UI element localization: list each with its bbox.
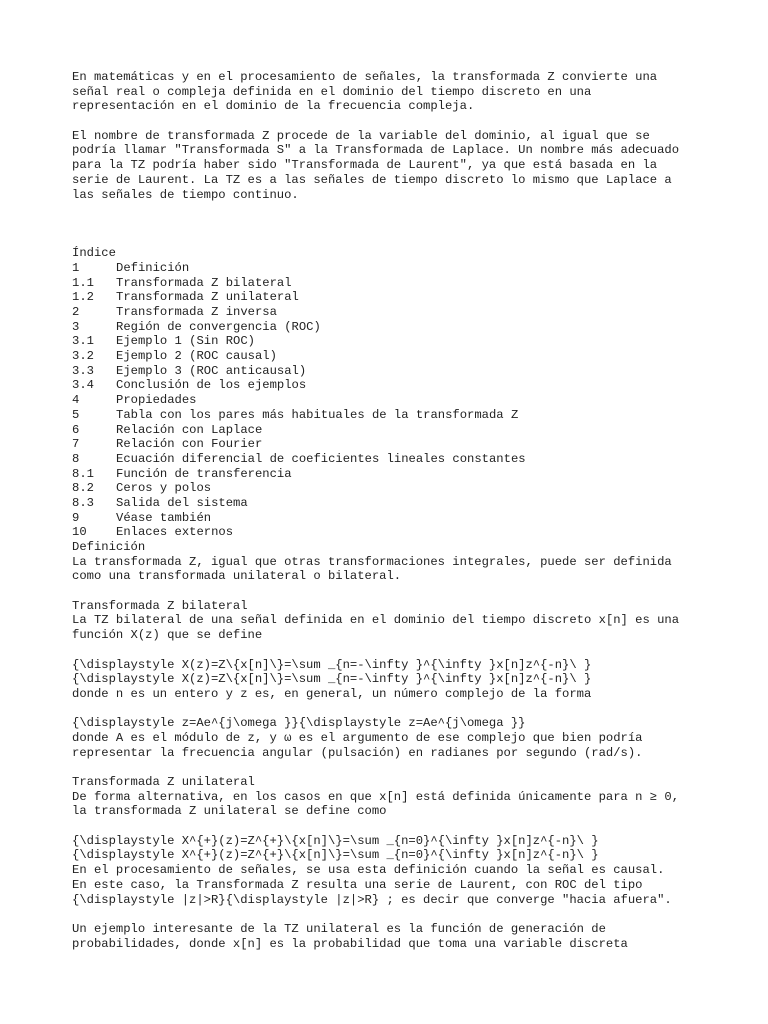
text-line: En este caso, la Transformada Z resulta una serie de Laurent, con ROC del tipo — [72, 877, 643, 892]
formula-line: {\displaystyle |z|>R}{\displaystyle |z|>R} ; es decir que converge "hacia afuera". — [72, 892, 672, 907]
toc-item-title: Salida del sistema — [116, 495, 248, 510]
toc-item-number: 3.4 — [72, 378, 94, 393]
text-line: la transformada Z unilateral se define como — [72, 804, 387, 819]
text-line: señal real o compleja definida en el dominio del tiempo discreto en una — [72, 84, 592, 99]
toc-item-number: 3.2 — [72, 349, 94, 364]
toc-item-title: Enlaces externos — [116, 525, 234, 540]
text-line: representación en el dominio de la frecuencia compleja. — [72, 99, 475, 114]
toc-item[interactable] — [72, 467, 732, 482]
toc-item-number: 8 — [72, 451, 80, 466]
toc-item-number: 3 — [72, 319, 80, 334]
toc-item-title: Ejemplo 3 (ROC anticausal) — [116, 363, 307, 378]
text-line: donde A es el módulo de z, y ω es el argumento de ese complejo que bien podría — [72, 730, 643, 745]
toc-item-title: Función de transferencia — [116, 466, 292, 481]
toc-item-title: Transformada Z unilateral — [116, 290, 299, 305]
toc-item-title: Relación con Fourier — [116, 437, 263, 452]
toc-item-number: 8.1 — [72, 466, 94, 481]
formula-line: {\displaystyle z=Ae^{j\omega }}{\displaystyle z=Ae^{j\omega }} — [72, 716, 526, 731]
text-line: las señales de tiempo continuo. — [72, 187, 299, 202]
toc-item[interactable] — [72, 437, 732, 452]
text-line: función X(z) que se define — [72, 628, 263, 643]
toc-item-number: 9 — [72, 510, 80, 525]
toc-item-number: 2 — [72, 305, 80, 320]
toc-item-number: 3.1 — [72, 334, 94, 349]
toc-item[interactable] — [72, 349, 732, 364]
text-line: El nombre de transformada Z procede de la variable del dominio, al igual que se — [72, 128, 650, 143]
toc-list — [72, 261, 732, 540]
toc-item-title: Transformada Z bilateral — [116, 275, 292, 290]
text-line: De forma alternativa, en los casos en que x[n] está definida únicamente para n ≥ 0, — [72, 789, 680, 804]
text-line: En matemáticas y en el procesamiento de señales, la transformada Z convierte una — [72, 70, 658, 84]
toc-item-number: 7 — [72, 437, 80, 452]
toc-item-number: 5 — [72, 407, 80, 422]
toc-item-number: 4 — [72, 393, 80, 408]
toc-item[interactable] — [72, 305, 732, 320]
text-line: como una transformada unilateral o bilateral. — [72, 569, 402, 584]
section-definicion — [72, 540, 732, 584]
document-page — [72, 70, 732, 951]
toc-item-number: 6 — [72, 422, 80, 437]
toc-item-title: Conclusión de los ejemplos — [116, 378, 307, 393]
text-line: donde n es un entero y z es, en general, un número complejo de la forma — [72, 686, 592, 701]
toc-item-title: Transformada Z inversa — [116, 305, 277, 320]
toc-item[interactable] — [72, 276, 732, 291]
text-line: para la TZ podría haber sido "Transformada de Laurent", ya que está basada en la — [72, 158, 658, 173]
toc-item-title: Véase también — [116, 510, 212, 525]
toc-item-title: Ecuación diferencial de coeficientes lineales constantes — [116, 451, 526, 466]
toc-item[interactable] — [72, 261, 732, 276]
toc-item-title: Ejemplo 2 (ROC causal) — [116, 349, 277, 364]
text-line: serie de Laurent. La TZ es a las señales de tiempo discreto lo mismo que Laplace a — [72, 172, 672, 187]
toc-item-number: 1 — [72, 260, 80, 275]
toc-item[interactable] — [72, 481, 732, 496]
toc-item-number: 1.2 — [72, 290, 94, 305]
toc-item[interactable] — [72, 525, 732, 540]
toc-item[interactable] — [72, 408, 732, 423]
section-bilateral — [72, 599, 732, 761]
text-line: podría llamar "Transformada S" a la Transformada de Laplace. Un nombre más adecuado — [72, 143, 680, 158]
text-line: representar la frecuencia angular (pulsación) en radianes por segundo (rad/s). — [72, 745, 643, 760]
text-line: probabilidades, donde x[n] es la probabilidad que toma una variable discreta — [72, 936, 628, 951]
section-unilateral — [72, 775, 732, 951]
formula-line: {\displaystyle X(z)=Z\{x[n]\}=\sum _{n=-\infty }^{\infty }x[n]z^{-n}\ } — [72, 657, 592, 672]
toc-item[interactable] — [72, 511, 732, 526]
intro-paragraph-1 — [72, 70, 732, 114]
intro-paragraph-2 — [72, 129, 732, 202]
toc-item-number: 3.3 — [72, 363, 94, 378]
text-line: La transformada Z, igual que otras transformaciones integrales, puede ser definida — [72, 554, 672, 569]
section-heading: Definición — [72, 540, 146, 555]
text-line: En el procesamiento de señales, se usa esta definición cuando la señal es causal. — [72, 863, 665, 878]
section-heading: Transformada Z unilateral — [72, 775, 255, 790]
toc-item-title: Región de convergencia (ROC) — [116, 319, 321, 334]
toc-item-title: Definición — [116, 260, 190, 275]
formula-line: {\displaystyle X^{+}(z)=Z^{+}\{x[n]\}=\sum _{n=0}^{\infty }x[n]z^{-n}\ } — [72, 848, 599, 863]
toc-item-title: Propiedades — [116, 393, 197, 408]
toc-item-title: Ejemplo 1 (Sin ROC) — [116, 334, 255, 349]
toc-item[interactable] — [72, 423, 732, 438]
toc-item[interactable] — [72, 393, 732, 408]
toc-item-title: Tabla con los pares más habituales de la transformada Z — [116, 407, 519, 422]
table-of-contents — [72, 246, 732, 540]
text-line: Un ejemplo interesante de la TZ unilateral es la función de generación de — [72, 921, 606, 936]
toc-heading: Índice — [72, 246, 116, 261]
toc-item[interactable] — [72, 378, 732, 393]
toc-item[interactable] — [72, 290, 732, 305]
toc-item[interactable] — [72, 320, 732, 335]
toc-item[interactable] — [72, 334, 732, 349]
toc-item[interactable] — [72, 452, 732, 467]
toc-item-title: Relación con Laplace — [116, 422, 263, 437]
formula-line: {\displaystyle X(z)=Z\{x[n]\}=\sum _{n=-\infty }^{\infty }x[n]z^{-n}\ } — [72, 672, 592, 687]
formula-line: {\displaystyle X^{+}(z)=Z^{+}\{x[n]\}=\sum _{n=0}^{\infty }x[n]z^{-n}\ } — [72, 833, 599, 848]
toc-item-number: 10 — [72, 525, 87, 540]
toc-item-title: Ceros y polos — [116, 481, 212, 496]
toc-item-number: 8.2 — [72, 481, 94, 496]
toc-item-number: 1.1 — [72, 275, 94, 290]
text-line: La TZ bilateral de una señal definida en el dominio del tiempo discreto x[n] es una — [72, 613, 680, 628]
toc-item[interactable] — [72, 496, 732, 511]
toc-item-number: 8.3 — [72, 495, 94, 510]
section-heading: Transformada Z bilateral — [72, 598, 248, 613]
toc-item[interactable] — [72, 364, 732, 379]
